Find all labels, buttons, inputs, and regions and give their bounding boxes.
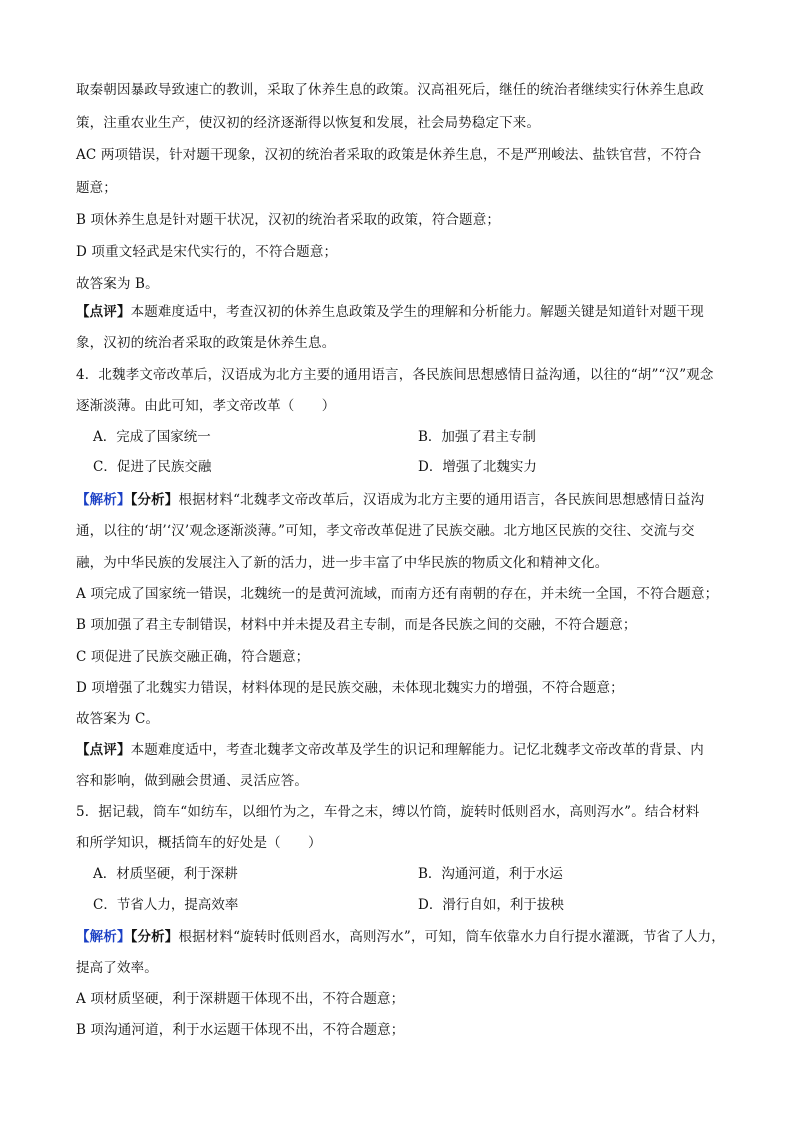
q3-review-cont: 象，汉初的统治者采取的政策是休养生息。 (76, 335, 336, 351)
q4-explain-c: C 项促进了民族交融正确，符合题意； (76, 649, 310, 665)
review-text: 本题难度适中，考查北魏孝文帝改革及学生的识记和理解能力。记忆北魏孝文帝改革的背景、内 (130, 742, 704, 758)
text-line: 策，注重农业生产，使汉初的经济逐渐得以恢复和发展，社会局势稳定下来。 (76, 115, 541, 131)
q5-option-b: B．沟通河道，利于水运 (418, 866, 563, 882)
q5-analysis (76, 927, 756, 947)
review-tag: 【点评】 (76, 742, 131, 758)
q5-explain-a: A 项材质坚硬，利于深耕题干体现不出，不符合题意； (76, 991, 405, 1007)
analysis-text: 根据材料“旋转时低则舀水，高则泻水”，可知，筒车依靠水力自行提水灌溉，节省了人力， (178, 929, 725, 945)
text-line: AC 两项错误，针对题干现象，汉初的统治者采取的政策是休养生息，不是严刑峻法、盐铁官营，不符合 (76, 147, 702, 163)
q5-stem: 5．据记载，筒车“如纺车，以细竹为之，车骨之末，缚以竹筒，旋转时低则舀水，高则泻水”。结合材料 (76, 804, 700, 820)
q4-option-d: D．增强了北魏实力 (418, 459, 537, 475)
q5-option-a: A．材质坚硬，利于深耕 (93, 866, 238, 882)
q4-review-cont: 容和影响，做到融会贯通、灵活应答。 (76, 773, 309, 789)
q4-stem-cont: 逐渐淡薄。由此可知，孝文帝改革（ ） (76, 398, 336, 414)
text-line: B 项休养生息是针对题干状况，汉初的统治者采取的政策，符合题意； (76, 212, 501, 228)
q4-analysis-cont: 融，为中华民族的发展注入了新的活力，进一步丰富了中华民族的物质文化和精神文化。 (76, 555, 609, 571)
q5-option-d: D．滑行自如，利于拔秧 (418, 897, 564, 913)
fenxi-tag: 【分析】 (130, 492, 179, 508)
text-line: 题意； (76, 180, 117, 196)
q4-option-c: C．促进了民族交融 (93, 459, 212, 475)
fenxi-tag: 【分析】 (130, 929, 179, 945)
q5-stem-cont: 和所学知识，概括筒车的好处是（ ） (76, 835, 322, 851)
analysis-text: 根据材料“北魏孝文帝改革后，汉语成为北方主要的通用语言，各民族间思想感情日益沟 (178, 492, 705, 508)
text-line: 取秦朝因暴政导致速亡的教训，采取了休养生息的政策。汉高祖死后，继任的统治者继续实行休养生息政 (76, 82, 704, 98)
q4-analysis (76, 490, 756, 510)
q3-review (76, 302, 756, 322)
q4-review (76, 740, 756, 760)
q4-option-a: A．完成了国家统一 (93, 429, 211, 445)
q4-analysis-cont: 通，以往的‘胡’‘汉’观念逐渐淡薄。”可知，孝文帝改革促进了民族交融。北方地区民族的交往、交流与交 (76, 523, 695, 539)
q5-explain-b: B 项沟通河道，利于水运题干体现不出，不符合题意； (76, 1022, 405, 1038)
review-text: 本题难度适中，考查汉初的休养生息政策及学生的理解和分析能力。解题关键是知道针对题干现 (130, 304, 704, 320)
q4-explain-b: B 项加强了君主专制错误，材料中并未提及君主专制，而是各民族之间的交融，不符合题意； (76, 617, 637, 633)
jiexi-tag: 【解析】 (76, 492, 131, 508)
q4-explain-a: A 项完成了国家统一错误，北魏统一的是黄河流域，而南方还有南朝的存在，并未统一全国，不符合题意； (76, 586, 719, 602)
q4-answer: 故答案为 C。 (76, 711, 160, 727)
text-line: D 项重文轻武是宋代实行的，不符合题意； (76, 244, 338, 260)
q4-explain-d: D 项增强了北魏实力错误，材料体现的是民族交融，未体现北魏实力的增强，不符合题意； (76, 680, 624, 696)
q5-option-c: C．节省人力，提高效率 (93, 897, 239, 913)
q4-option-b: B．加强了君主专制 (418, 429, 536, 445)
jiexi-tag: 【解析】 (76, 929, 131, 945)
review-tag: 【点评】 (76, 304, 131, 320)
q5-analysis-cont: 提高了效率。 (76, 960, 158, 976)
text-line: 故答案为 B。 (76, 276, 159, 292)
q4-stem: 4．北魏孝文帝改革后，汉语成为北方主要的通用语言，各民族间思想感情日益沟通，以往的“胡”“汉”观念 (76, 367, 714, 383)
